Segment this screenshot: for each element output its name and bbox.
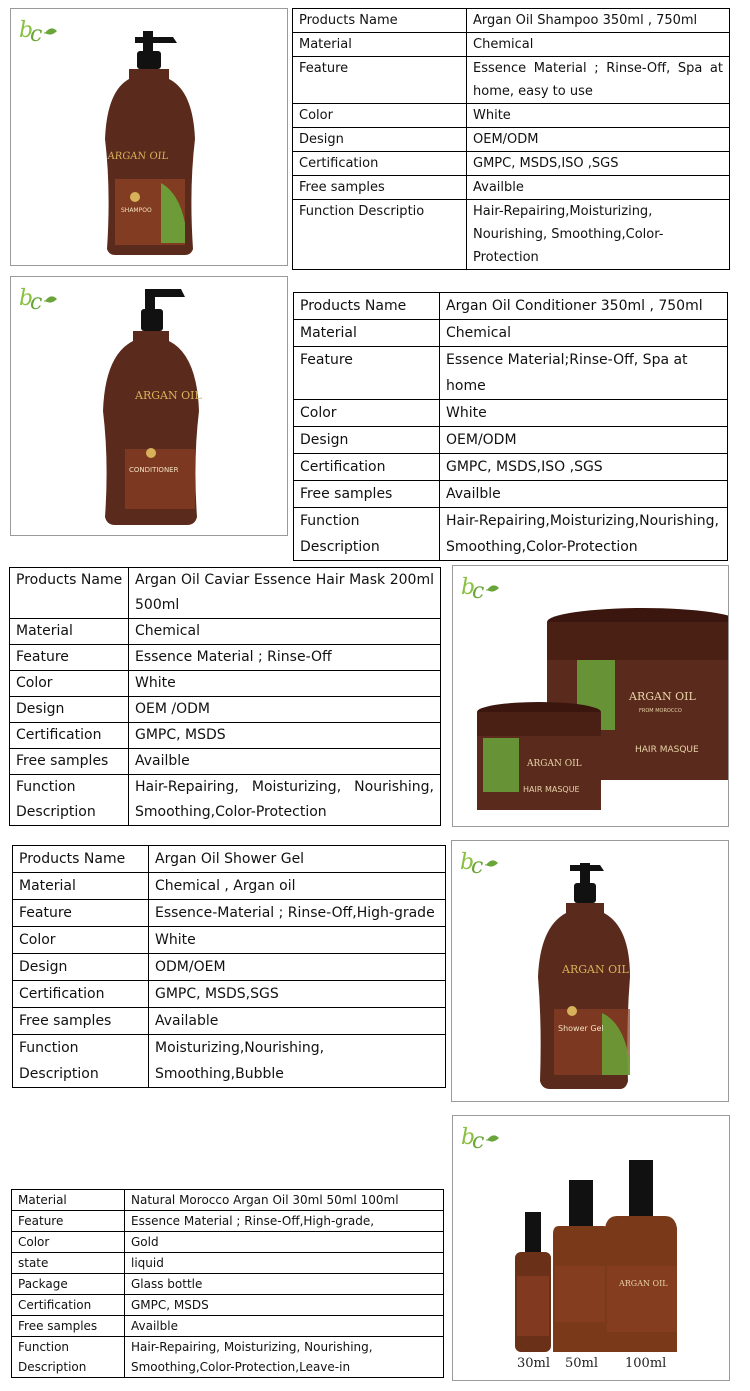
spec-key: Free samples	[10, 749, 129, 775]
size-label-50ml: 50ml	[565, 1356, 599, 1371]
table-row	[294, 347, 728, 400]
table-row	[12, 1253, 444, 1274]
spec-value: Argan Oil Shampoo 350ml , 750ml	[467, 9, 730, 33]
spec-key: Function Description	[13, 1035, 149, 1088]
spec-value: Chemical	[467, 33, 730, 57]
product-image-argan-oil	[452, 1115, 730, 1381]
svg-text:ARGAN OIL: ARGAN OIL	[629, 690, 696, 703]
table-row	[13, 846, 446, 873]
table-row	[294, 508, 728, 561]
svg-text:HAIR MASQUE: HAIR MASQUE	[635, 745, 699, 755]
svg-text:c: c	[472, 1129, 485, 1154]
table-row	[294, 481, 728, 508]
spec-key: Function Description	[10, 775, 129, 826]
table-row	[10, 671, 441, 697]
svg-text:ARGAN OIL: ARGAN OIL	[562, 963, 629, 976]
spec-key: Products Name	[293, 9, 467, 33]
spec-value: liquid	[125, 1253, 444, 1274]
table-row	[12, 1337, 444, 1378]
spec-key: Package	[12, 1274, 125, 1295]
spec-key: Material	[12, 1190, 125, 1211]
spec-value: White	[440, 400, 728, 427]
spec-key: Certification	[293, 152, 467, 176]
spec-key: state	[12, 1253, 125, 1274]
spec-key: Material	[293, 33, 467, 57]
svg-text:b: b	[19, 286, 34, 311]
spec-value: Chemical	[129, 619, 441, 645]
spec-key: Design	[294, 427, 440, 454]
spec-value: Moisturizing,Nourishing, Smoothing,Bubble	[149, 1035, 446, 1088]
spec-value: Essence-Material ; Rinse-Off,High-grade	[149, 900, 446, 927]
spec-key: Color	[13, 927, 149, 954]
table-row	[12, 1295, 444, 1316]
product-image-shower-gel	[451, 840, 729, 1102]
table-row	[294, 293, 728, 320]
spec-key: Free samples	[13, 1008, 149, 1035]
spec-value: Availble	[129, 749, 441, 775]
svg-text:c: c	[472, 579, 485, 604]
spec-value: Essence Material;Rinse-Off, Spa at home	[440, 347, 728, 400]
spec-value: Gold	[125, 1232, 444, 1253]
table-row	[13, 900, 446, 927]
spec-key: Color	[294, 400, 440, 427]
table-row	[10, 723, 441, 749]
svg-text:b: b	[461, 575, 476, 600]
spec-table-shampoo	[292, 8, 730, 270]
shower-gel-bottle-icon	[452, 841, 729, 1102]
spec-value: Chemical , Argan oil	[149, 873, 446, 900]
svg-text:SHAMPOO: SHAMPOO	[121, 207, 152, 214]
shampoo-bottle-icon	[11, 9, 288, 266]
spec-value: White	[129, 671, 441, 697]
spec-value: Glass bottle	[125, 1274, 444, 1295]
table-row	[10, 645, 441, 671]
spec-value: Essence Material ; Rinse-Off,High-grade,	[125, 1211, 444, 1232]
table-row	[13, 873, 446, 900]
spec-key: Feature	[12, 1211, 125, 1232]
spec-value: Availble	[440, 481, 728, 508]
table-row	[12, 1274, 444, 1295]
table-row	[13, 981, 446, 1008]
table-row	[13, 954, 446, 981]
spec-value: OEM /ODM	[129, 697, 441, 723]
table-row	[10, 775, 441, 826]
table-row	[293, 57, 730, 104]
spec-value: OEM/ODM	[467, 128, 730, 152]
spec-value: Argan Oil Conditioner 350ml , 750ml	[440, 293, 728, 320]
spec-value: GMPC, MSDS,SGS	[149, 981, 446, 1008]
spec-key: Certification	[13, 981, 149, 1008]
spec-value: Availble	[467, 176, 730, 200]
spec-key: Free samples	[12, 1316, 125, 1337]
spec-value: Hair-Repairing,Moisturizing,Nourishing, Smoothing,Color-Protection	[440, 508, 728, 561]
spec-key: Function Description	[294, 508, 440, 561]
spec-key: Color	[293, 104, 467, 128]
size-label-30ml: 30ml	[517, 1356, 551, 1371]
table-row	[13, 927, 446, 954]
spec-value: Chemical	[440, 320, 728, 347]
table-row	[293, 128, 730, 152]
svg-text:Shower Gel: Shower Gel	[558, 1024, 604, 1033]
spec-key: Color	[12, 1232, 125, 1253]
svg-text:ARGAN OIL: ARGAN OIL	[619, 1279, 668, 1288]
spec-key: Material	[10, 619, 129, 645]
spec-key: Products Name	[10, 568, 129, 619]
table-row	[294, 320, 728, 347]
spec-key: Free samples	[294, 481, 440, 508]
size-label-100ml: 100ml	[625, 1356, 667, 1371]
spec-value: Essence Material ; Rinse-Off, Spa at home, easy to use	[467, 57, 730, 104]
table-row	[10, 697, 441, 723]
spec-key: Material	[294, 320, 440, 347]
product-image-hair-mask	[452, 565, 729, 827]
spec-value: White	[149, 927, 446, 954]
spec-value: GMPC, MSDS,ISO ,SGS	[440, 454, 728, 481]
table-row	[293, 152, 730, 176]
spec-key: Color	[10, 671, 129, 697]
svg-text:ARGAN OIL: ARGAN OIL	[527, 759, 582, 769]
spec-value: Available	[149, 1008, 446, 1035]
product-image-conditioner	[10, 276, 288, 536]
spec-value: Argan Oil Shower Gel	[149, 846, 446, 873]
spec-key: Feature	[10, 645, 129, 671]
table-row	[294, 427, 728, 454]
spec-value: Natural Morocco Argan Oil 30ml 50ml 100ml	[125, 1190, 444, 1211]
table-row	[10, 619, 441, 645]
table-row	[13, 1035, 446, 1088]
table-row	[12, 1232, 444, 1253]
table-row	[293, 9, 730, 33]
spec-key: Products Name	[13, 846, 149, 873]
table-row	[293, 33, 730, 57]
spec-value: Essence Material ; Rinse-Off	[129, 645, 441, 671]
table-row	[10, 568, 441, 619]
spec-value: GMPC, MSDS,ISO ,SGS	[467, 152, 730, 176]
table-row	[294, 454, 728, 481]
svg-text:c: c	[30, 22, 43, 47]
spec-value: Hair-Repairing, Moisturizing, Nourishing, Smoothing,Color-Protection,Leave-in	[125, 1337, 444, 1378]
spec-key: Material	[13, 873, 149, 900]
spec-value: White	[467, 104, 730, 128]
spec-key: Feature	[293, 57, 467, 104]
spec-key: Design	[293, 128, 467, 152]
spec-key: Feature	[13, 900, 149, 927]
spec-table-hair-mask	[9, 567, 441, 826]
spec-key: Free samples	[293, 176, 467, 200]
table-row	[294, 400, 728, 427]
table-row	[293, 200, 730, 270]
hair-mask-jar-icon	[453, 566, 729, 827]
spec-key: Function Description	[12, 1337, 125, 1378]
table-row	[293, 176, 730, 200]
conditioner-bottle-icon	[11, 277, 288, 536]
spec-key: Products Name	[294, 293, 440, 320]
spec-value: ODM/OEM	[149, 954, 446, 981]
spec-value: GMPC, MSDS	[129, 723, 441, 749]
spec-value: Hair-Repairing, Moisturizing, Nourishing, Smoothing,Color-Protection	[129, 775, 441, 826]
svg-text:FROM MOROCCO: FROM MOROCCO	[639, 708, 682, 714]
spec-value: OEM/ODM	[440, 427, 728, 454]
argan-oil-bottles-icon	[453, 1116, 730, 1381]
spec-value: Hair-Repairing,Moisturizing, Nourishing, Smoothing,Color-Protection	[467, 200, 730, 270]
spec-key: Design	[13, 954, 149, 981]
svg-text:ARGAN OIL: ARGAN OIL	[135, 389, 202, 402]
svg-text:HAIR MASQUE: HAIR MASQUE	[523, 785, 580, 794]
svg-text:b: b	[460, 850, 475, 875]
svg-text:c: c	[471, 854, 484, 879]
table-row	[12, 1316, 444, 1337]
spec-value: Argan Oil Caviar Essence Hair Mask 200ml 500ml	[129, 568, 441, 619]
spec-key: Certification	[294, 454, 440, 481]
svg-text:b: b	[461, 1125, 476, 1150]
svg-text:CONDITIONER: CONDITIONER	[129, 466, 179, 474]
spec-key: Feature	[294, 347, 440, 400]
table-row	[13, 1008, 446, 1035]
spec-table-argan-oil	[11, 1189, 444, 1378]
table-row	[293, 104, 730, 128]
product-image-shampoo	[10, 8, 288, 266]
svg-text:ARGAN OIL: ARGAN OIL	[106, 151, 169, 162]
spec-value: GMPC, MSDS	[125, 1295, 444, 1316]
spec-value: Availble	[125, 1316, 444, 1337]
svg-text:b: b	[19, 18, 34, 43]
spec-key: Function Descriptio	[293, 200, 467, 270]
svg-text:c: c	[30, 290, 43, 315]
spec-key: Certification	[10, 723, 129, 749]
spec-key: Certification	[12, 1295, 125, 1316]
spec-table-shower-gel	[12, 845, 446, 1088]
table-row	[12, 1190, 444, 1211]
spec-key: Design	[10, 697, 129, 723]
table-row	[12, 1211, 444, 1232]
table-row	[10, 749, 441, 775]
spec-table-conditioner	[293, 292, 728, 561]
